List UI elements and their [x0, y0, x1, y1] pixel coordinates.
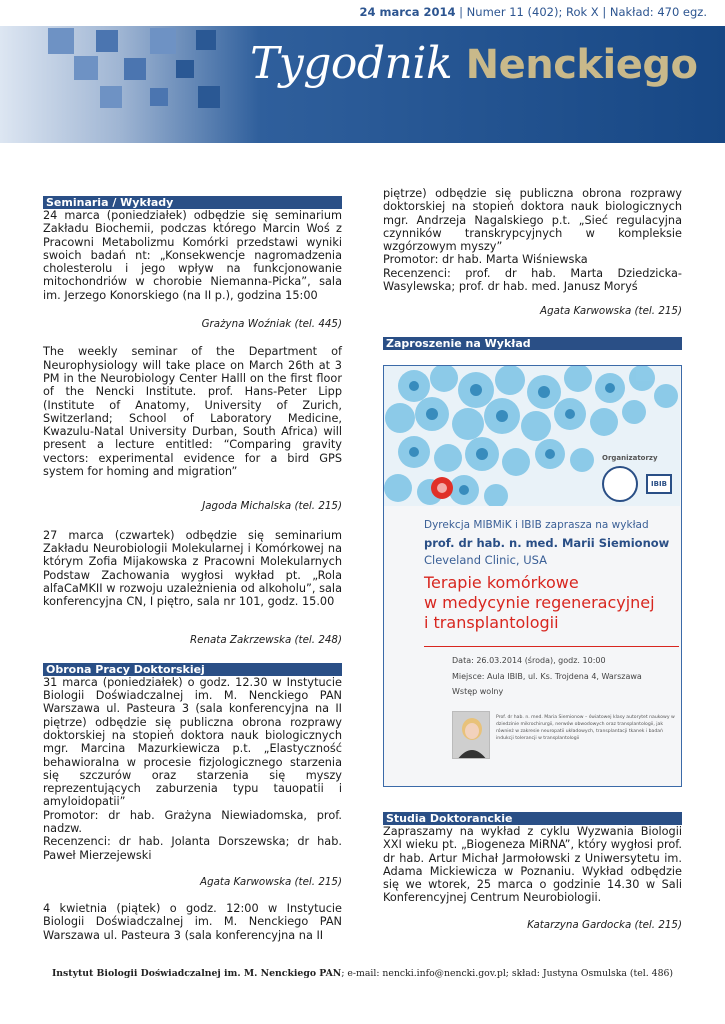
defense-1-signature: Agata Karwowska (tel. 215): [200, 875, 342, 888]
newsletter-title: [250, 38, 697, 89]
seminar-3-text: 27 marca (czwartek) odbędzie się seminarium Zakładu Neurobiologii Molekularnej i Komórkowej na którym Zofia Mijakowska z Pracowni Molekularnych Podstaw Zachowania wygłosi wykład pt. „Rola alfaCaMKII w rozwoju uzależnienia od alkoholu”, sala konferencyjna CN, I piętro, sala nr 101, godz. 15.00: [43, 528, 342, 609]
title-word-2: Nenckiego: [465, 42, 698, 88]
decor-square: [74, 56, 98, 80]
decor-square: [176, 60, 194, 78]
poster-title-line-1: Terapie komórkowe: [424, 573, 579, 592]
speaker-photo: [452, 711, 490, 759]
right-column: [383, 187, 682, 350]
seminar-1-text: 24 marca (poniedziałek) odbędzie się seminarium Zakładu Biochemii, podczas którego Marcin Woś z Pracowni Metabolizmu Komórki przedstawi wyniki swoich badań nt: „Konsekwencje nagromadzenia cholesterolu i jego wpływ na funkcjonowanie mitochondriów w chorobie Niemanna-Picka”, sala im. Jerzego Konorskiego (na II p.), godzina 15:00: [43, 209, 342, 302]
poster-entry: Wstęp wolny: [452, 687, 504, 696]
defense-2-promotor: Promotor: dr hab. Marta Wiśniewska: [383, 253, 588, 267]
footer-institute: Instytut Biologii Doświadczalnej im. M. Nenckiego PAN: [51, 968, 342, 979]
lecture-poster: [383, 365, 682, 787]
section-heading-defense: Obrona Pracy Doktorskiej: [43, 663, 342, 676]
phd-studies-signature: Katarzyna Gardocka (tel. 215): [527, 918, 682, 931]
mibmik-logo: [602, 466, 638, 502]
defense-1-reviewers: Recenzenci: dr hab. Jolanta Dorszewska; dr hab. Paweł Mierzejewski: [43, 835, 342, 862]
title-word-1: Tygodnik: [250, 38, 453, 89]
defense-2-text: 4 kwietnia (piątek) o godz. 12:00 w Instytucie Biologii Doświadczalnej im. M. Nenckiego PAN Warszawa ul. Pasteura 3 (sala konferencyjna na II: [43, 902, 342, 942]
poster-date: Data: 26.03.2014 (środa), godz. 10:00: [452, 656, 606, 665]
organizers-label: Organizatorzy: [602, 454, 658, 462]
defense-2-reviewers: Recenzenci: prof. dr hab. Marta Dziedzicka-Wasylewska; prof. dr hab. med. Janusz Moryś: [383, 266, 682, 294]
seminar-2-signature: Jagoda Michalska (tel. 215): [202, 500, 342, 513]
decor-square: [196, 30, 216, 50]
poster-title-line-2: w medycynie regeneracyjnej: [424, 593, 655, 612]
decor-square: [96, 30, 118, 52]
section-heading-phd-studies: Studia Doktoranckie: [383, 812, 682, 825]
left-column: [43, 196, 342, 942]
defense-2-signature: Agata Karwowska (tel. 215): [540, 305, 682, 318]
section-heading-invitation: Zaproszenie na Wykład: [383, 337, 682, 350]
poster-lecture-title: [424, 573, 655, 633]
defense-1-text: 31 marca (poniedziałek) o godz. 12.30 w Instytucie Biologii Doświadczalnej im. M. Nenckiego PAN Warszawa ul. Pasteura 3 (sala konferencyjna na II piętrze) odbędzie się publiczna obrona rozprawy doktorskiej na stopień doktora nauk biologicznych mgr. Marcina Mazurkiewicza p.t. „Elastyczność behawioralna w procesie fizjologicznego starzenia się szczurów oraz starzenia się myszy reprezentujących zaburzenia typu tauopatii i amyloidopatii”: [43, 675, 342, 809]
section-heading-seminars: Seminaria / Wykłady: [43, 196, 342, 209]
footer-contact: ; e-mail: nencki.info@nencki.gov.pl; skład: Justyna Osmulska (tel. 486): [341, 968, 674, 979]
poster-invitation-line: Dyrekcja MIBMiK i IBIB zaprasza na wykład: [424, 519, 649, 531]
defense-1-promotor: Promotor: dr hab. Grażyna Niewiadomska, prof. nadzw.: [43, 808, 342, 835]
phd-studies-text: Zapraszamy na wykład z cyklu Wyzwania Biologii XXI wieku pt. „Biogeneza MiRNA”, który wygłosi prof. dr hab. Artur Michał Jarmołowski z Uniwersytetu im. Adama Mickiewicza w Poznaniu. Wykład odbędzie się we wtorek, 25 marca o godzinie 14.30 w Sali Konferencyjnej Centrum Neurobiologii.: [383, 825, 682, 905]
seminar-2-text: The weekly seminar of the Department of Neurophysiology will take place on March 26th at 3 PM in the Neurobiology Center Halll on the first floor of the Nencki Institute. prof. Hans-Peter Lipp (Institute of Anatomy, University of Zurich, Switzerland; School of Laboratory Medicine, Kwazulu-Natal University Durban, South Africa) will present a lecture entitled: “Comparing gravity vectors: experimental evidence for a bird GPS system for homing and migration”: [43, 345, 342, 479]
decor-square: [124, 58, 146, 80]
decor-square: [100, 86, 122, 108]
speaker-bio: Prof. dr hab. n. med. Maria Siemionow – światowej klasy autorytet naukowy w dziedzinie mikrochirurgii, nerwów obwodowych oraz transplantologii, jak również w zakresie neuropatii układowych, transplantacji tkanek i badań indukcji tolerancji w transplantologii: [496, 715, 675, 741]
masthead: [0, 0, 725, 143]
seminar-1-signature: Grażyna Woźniak (tel. 445): [201, 318, 342, 331]
issue-date: 24 marca 2014: [359, 5, 456, 19]
decor-square: [150, 28, 176, 54]
poster-place: Miejsce: Aula IBIB, ul. Ks. Trojdena 4, Warszawa: [452, 672, 642, 681]
poster-speaker: prof. dr hab. n. med. Marii Siemionow: [424, 536, 670, 550]
decor-square: [48, 28, 74, 54]
poster-affiliation: Cleveland Clinic, USA: [424, 553, 548, 567]
seminar-3-signature: Renata Zakrzewska (tel. 248): [189, 634, 342, 647]
defense-2-continued: piętrze) odbędzie się publiczna obrona rozprawy doktorskiej na stopień doktora nauk biologicznych mgr. Andrzeja Nagalskiego p.t. „Sieć regulacyjna czynników transkrypcyjnych w kompleksie wzgórzowym myszy”: [383, 187, 682, 254]
right-column-lower: [383, 812, 682, 932]
ibib-logo: IBIB: [646, 474, 672, 494]
footer: [0, 968, 725, 979]
decor-square: [198, 86, 220, 108]
poster-title-line-3: i transplantologii: [424, 613, 559, 632]
decor-square: [150, 88, 168, 106]
poster-divider: [424, 646, 679, 647]
issue-details: | Numer 11 (402); Rok X | Nakład: 470 egz.: [459, 5, 707, 19]
issue-info: [359, 5, 707, 19]
